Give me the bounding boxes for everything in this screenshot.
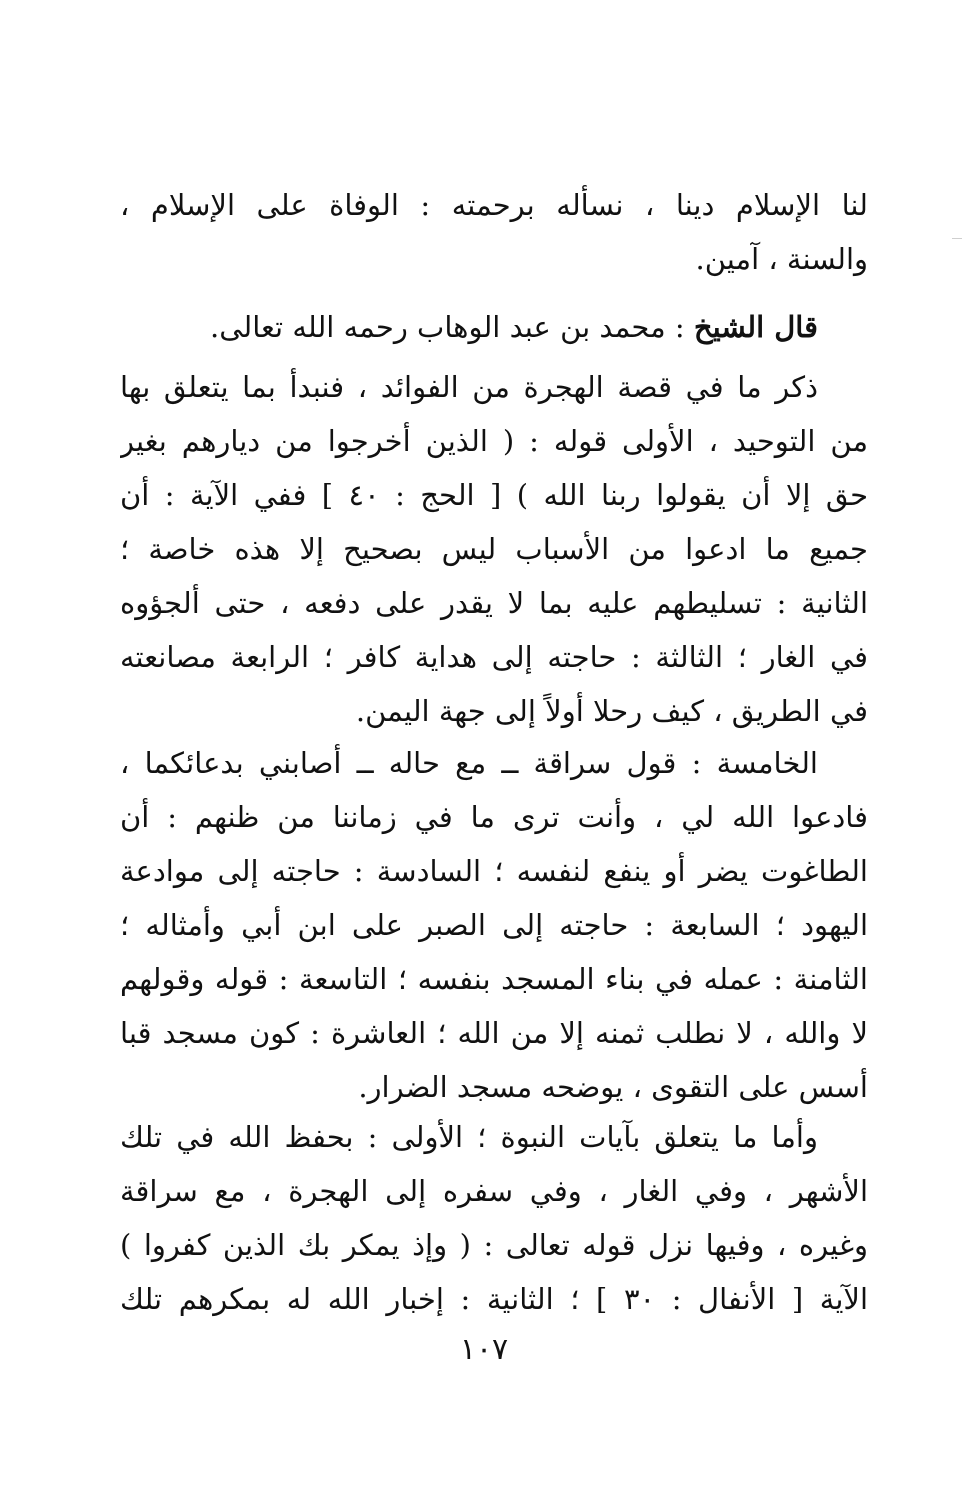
margin-mark xyxy=(952,238,962,239)
intro-paragraph xyxy=(120,178,868,286)
text-line: أسس على التقوى ، يوضحه مسجد الضرار. xyxy=(358,1070,868,1104)
text-line: الخامسة : قول سراقة ــ مع حاله ــ أصابني بدعائكما ، xyxy=(120,746,818,780)
paragraph-tawhid xyxy=(120,360,868,738)
text-line: لا والله ، لا نطلب ثمنه إلا من الله ؛ العاشرة : كون مسجد قبا xyxy=(120,1016,868,1050)
text-line: من التوحيد ، الأولى قوله : ( الذين أخرجوا من ديارهم بغير xyxy=(120,424,868,458)
heading-label: قال الشيخ xyxy=(693,310,818,344)
text-line: والسنة ، آمين. xyxy=(695,242,868,276)
text-line: الآية [ الأنفال : ٣٠ ] ؛ الثانية : إخبار الله له بمكرهم تلك xyxy=(120,1282,868,1316)
text-line: ذكر ما في قصة الهجرة من الفوائد ، فنبدأ بما يتعلق بها xyxy=(120,370,818,404)
text-line: اليهود ؛ السابعة : حاجته إلى الصبر على ابن أبي وأمثاله ؛ xyxy=(120,908,868,942)
page-number: ١٠٧ xyxy=(459,1332,509,1367)
heading-line xyxy=(120,300,868,354)
text-line: الأشهر ، وفي الغار ، وفي سفره إلى الهجرة ، مع سراقة xyxy=(120,1174,868,1208)
paragraph-fifth-to-tenth xyxy=(120,736,868,1114)
text-line: في الغار ؛ الثالثة : حاجته إلى هداية كافر ؛ الرابعة مصانعته xyxy=(120,640,868,674)
text-line: الطاغوت يضر أو ينفع لنفسه ؛ السادسة : حاجته إلى موادعة xyxy=(120,854,868,888)
text-line: جميع ما ادعوا من الأسباب ليس بصحيح إلا هذه خاصة ؛ xyxy=(120,532,868,566)
heading-text: : محمد بن عبد الوهاب رحمه الله تعالى. xyxy=(209,310,694,344)
text-line: وغيره ، وفيها نزل قوله تعالى : ( وإذ يمكر بك الذين كفروا ) xyxy=(120,1228,868,1262)
text-line: حق إلا أن يقولوا ربنا الله ) [ الحج : ٤٠ ] ففي الآية : أن xyxy=(120,478,868,512)
text-line: الثامنة : عمله في بناء المسجد بنفسه ؛ التاسعة : قوله وقولهم xyxy=(120,962,868,996)
text-line: في الطريق ، كيف رحلا أولاً إلى جهة اليمن. xyxy=(355,694,868,728)
text-line: وأما ما يتعلق بآيات النبوة ؛ الأولى : بحفظ الله في تلك xyxy=(120,1120,818,1154)
text-line: فادعوا الله لي ، وأنت ترى ما في زماننا من ظنهم : أن xyxy=(120,800,868,834)
section-heading xyxy=(120,300,868,354)
text-line: الثانية : تسليطهم عليه بما لا يقدر على دفعه ، حتى ألجؤوه xyxy=(120,586,868,620)
text-line: لنا الإسلام دينا ، نسأله برحمته : الوفاة على الإسلام ، xyxy=(120,188,868,222)
paragraph-prophethood-signs xyxy=(120,1110,868,1326)
